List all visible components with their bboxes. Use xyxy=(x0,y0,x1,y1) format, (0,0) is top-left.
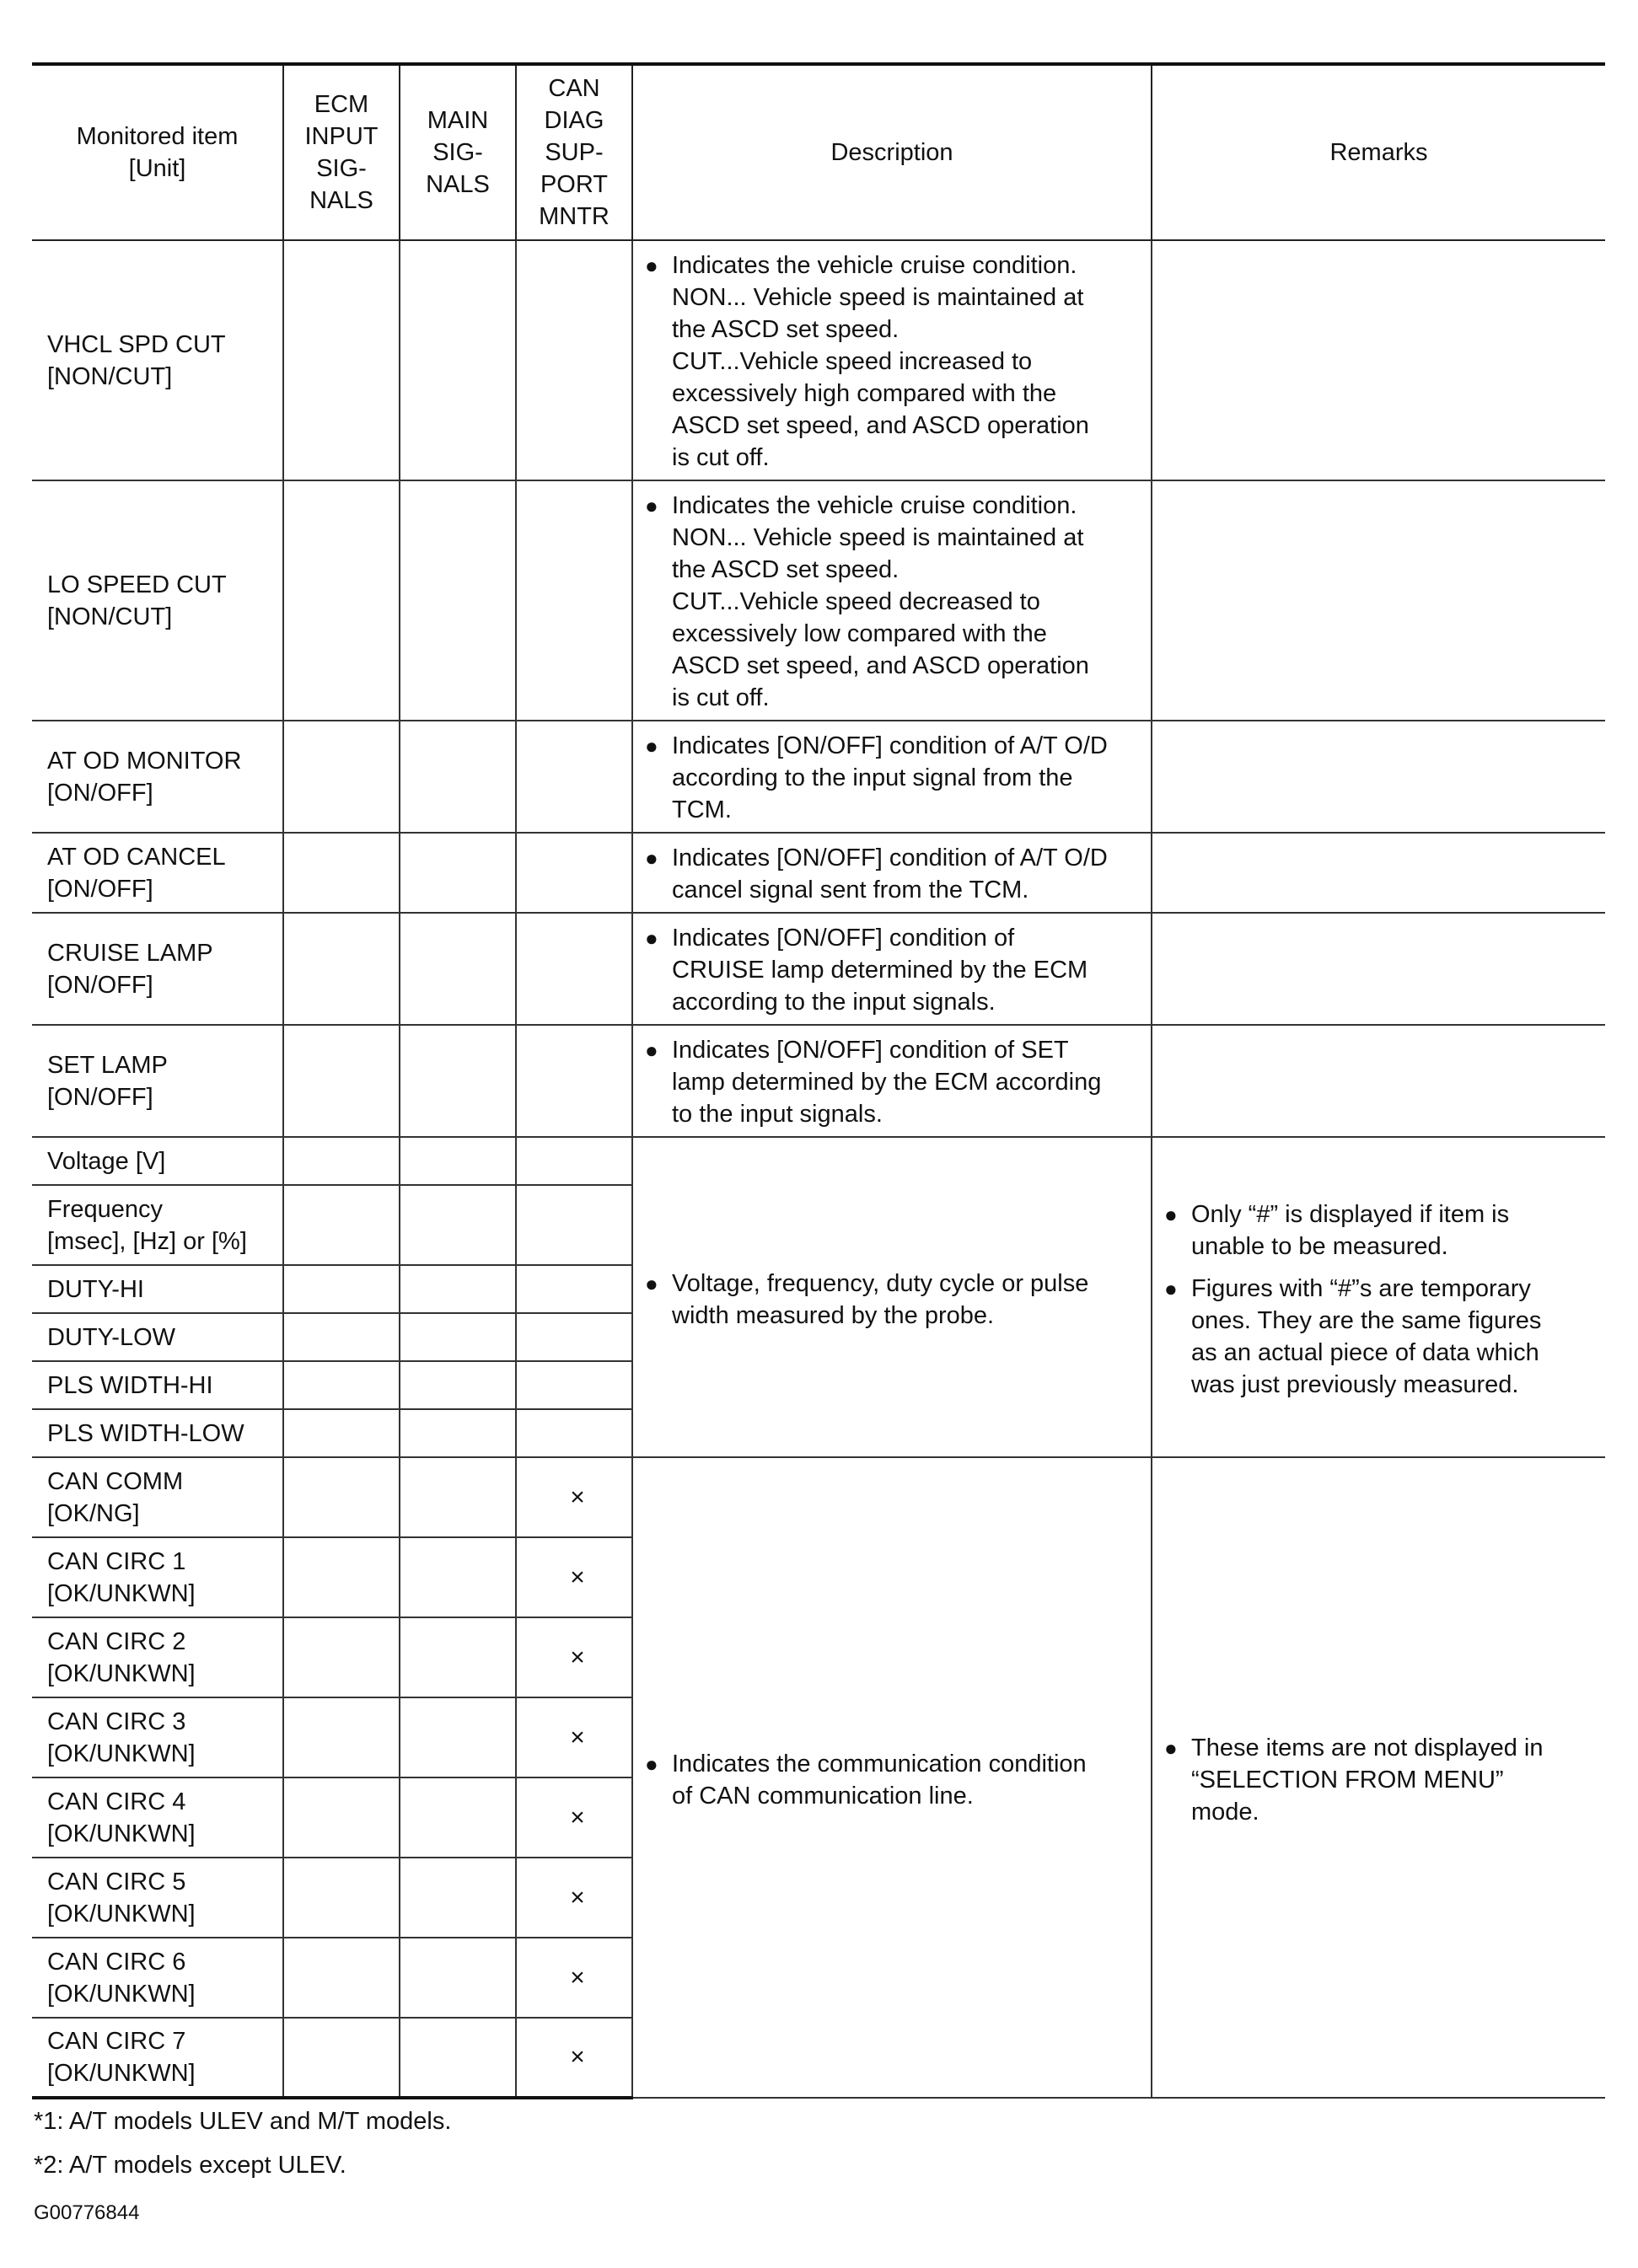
header-row xyxy=(32,64,1605,240)
main-signals-cell xyxy=(400,1313,516,1361)
can-diag-cell xyxy=(516,240,632,480)
monitored-item-cell: CAN CIRC 3 [OK/UNKWN] xyxy=(32,1697,283,1777)
main-signals-cell xyxy=(400,480,516,721)
main-signals-cell xyxy=(400,1537,516,1617)
monitored-item-cell: Voltage [V] xyxy=(32,1137,283,1185)
footnote-2: *2: A/T models except ULEV. xyxy=(34,2152,346,2179)
main-signals-cell xyxy=(400,833,516,913)
monitored-item-cell: CAN CIRC 4 [OK/UNKWN] xyxy=(32,1777,283,1858)
ecm-input-cell xyxy=(283,1697,400,1777)
bullet-icon: ● xyxy=(645,253,658,278)
monitored-item-cell: CAN COMM [OK/NG] xyxy=(32,1457,283,1537)
can-diag-mark: × xyxy=(516,1697,632,1777)
bullet-icon: ● xyxy=(1164,1276,1178,1301)
remarks-cell xyxy=(1152,1025,1605,1137)
main-signals-cell xyxy=(400,1265,516,1313)
ecm-input-cell xyxy=(283,1185,400,1265)
ecm-input-cell xyxy=(283,240,400,480)
can-diag-mark: × xyxy=(516,1777,632,1858)
header-can-diag-support-monitor: CAN DIAG SUP- PORT MNTR xyxy=(516,64,632,240)
bullet-icon: ● xyxy=(645,1037,658,1063)
table-row xyxy=(32,1457,1605,1537)
bullet-icon: ● xyxy=(645,1271,658,1296)
footnote-1: *1: A/T models ULEV and M/T models. xyxy=(34,2108,452,2135)
main-signals-cell xyxy=(400,721,516,833)
main-signals-cell xyxy=(400,913,516,1025)
monitored-item-cell: CAN CIRC 1 [OK/UNKWN] xyxy=(32,1537,283,1617)
bullet-icon: ● xyxy=(1164,1735,1178,1761)
ecm-input-cell xyxy=(283,1137,400,1185)
description-cell: ● Indicates the vehicle cruise condition. NON... Vehicle speed is maintained at the ASCD set speed. CUT...Vehicle speed increased to excessively high compared with the ASCD set speed, and ASCD operation is cut off. xyxy=(632,240,1152,480)
table-row xyxy=(32,833,1605,913)
description-cell: ● Indicates [ON/OFF] condition of A/T O/D according to the input signal from the TCM. xyxy=(632,721,1152,833)
remarks-cell xyxy=(1152,240,1605,480)
can-diag-mark: × xyxy=(516,2018,632,2098)
monitored-item-cell: CAN CIRC 6 [OK/UNKWN] xyxy=(32,1938,283,2018)
can-remarks-cell: ● These items are not displayed in “SELECTION FROM MENU” mode. xyxy=(1152,1457,1605,2098)
ecm-input-cell xyxy=(283,1265,400,1313)
bullet-icon: ● xyxy=(645,733,658,759)
can-diag-cell xyxy=(516,1185,632,1265)
can-diag-mark: × xyxy=(516,1858,632,1938)
monitored-item-cell: DUTY-HI xyxy=(32,1265,283,1313)
header-remarks: Remarks xyxy=(1152,64,1605,240)
main-signals-cell xyxy=(400,240,516,480)
main-signals-cell xyxy=(400,1617,516,1697)
table-row xyxy=(32,480,1605,721)
main-signals-cell xyxy=(400,1938,516,2018)
monitored-item-cell: Frequency [msec], [Hz] or [%] xyxy=(32,1185,283,1265)
can-diag-mark: × xyxy=(516,1457,632,1537)
can-diag-cell xyxy=(516,913,632,1025)
ecm-input-cell xyxy=(283,833,400,913)
monitored-items-table xyxy=(32,62,1605,2099)
can-description-cell: ● Indicates the communication condition of CAN communication line. xyxy=(632,1457,1152,2098)
can-diag-mark: × xyxy=(516,1938,632,2018)
remarks-cell xyxy=(1152,913,1605,1025)
monitored-item-cell: VHCL SPD CUT [NON/CUT] xyxy=(32,240,283,480)
can-diag-cell xyxy=(516,833,632,913)
probe-remarks-cell: ● Only “#” is displayed if item is unable to be measured. ● Figures with “#”s are temporary ones. They are the same figures as an actual piece of data which was just previously measured. xyxy=(1152,1137,1605,1457)
description-cell: ● Indicates the vehicle cruise condition. NON... Vehicle speed is maintained at the ASCD set speed. CUT...Vehicle speed decreased to excessively low compared with the ASCD set speed, and ASCD operation is cut off. xyxy=(632,480,1152,721)
table-row xyxy=(32,721,1605,833)
bullet-icon: ● xyxy=(645,493,658,518)
monitored-item-cell: CRUISE LAMP [ON/OFF] xyxy=(32,913,283,1025)
can-diag-cell xyxy=(516,1137,632,1185)
remarks-cell xyxy=(1152,721,1605,833)
bullet-icon: ● xyxy=(1164,1202,1178,1227)
footnotes xyxy=(34,2105,451,2193)
table-row xyxy=(32,1137,1605,1185)
ecm-input-cell xyxy=(283,721,400,833)
monitored-item-cell: AT OD MONITOR [ON/OFF] xyxy=(32,721,283,833)
description-cell: ● Indicates [ON/OFF] condition of SET lamp determined by the ECM according to the input signals. xyxy=(632,1025,1152,1137)
monitored-item-cell: PLS WIDTH-LOW xyxy=(32,1409,283,1457)
can-diag-cell xyxy=(516,1313,632,1361)
ecm-input-cell xyxy=(283,1858,400,1938)
can-diag-cell xyxy=(516,1361,632,1409)
ecm-input-cell xyxy=(283,1313,400,1361)
can-diag-cell xyxy=(516,721,632,833)
main-signals-cell xyxy=(400,1409,516,1457)
header-ecm-input-signals: ECM INPUT SIG- NALS xyxy=(283,64,400,240)
ecm-input-cell xyxy=(283,1457,400,1537)
monitored-item-cell: CAN CIRC 2 [OK/UNKWN] xyxy=(32,1617,283,1697)
ecm-input-cell xyxy=(283,480,400,721)
table-row xyxy=(32,913,1605,1025)
bullet-icon: ● xyxy=(645,925,658,951)
main-signals-cell xyxy=(400,1361,516,1409)
description-cell: ● Indicates [ON/OFF] condition of A/T O/D cancel signal sent from the TCM. xyxy=(632,833,1152,913)
main-signals-cell xyxy=(400,1858,516,1938)
can-diag-cell xyxy=(516,1265,632,1313)
main-signals-cell xyxy=(400,2018,516,2098)
table-row xyxy=(32,240,1605,480)
can-diag-mark: × xyxy=(516,1537,632,1617)
can-diag-cell xyxy=(516,1409,632,1457)
monitored-item-cell: CAN CIRC 5 [OK/UNKWN] xyxy=(32,1858,283,1938)
main-signals-cell xyxy=(400,1457,516,1537)
ecm-input-cell xyxy=(283,1025,400,1137)
main-signals-cell xyxy=(400,1137,516,1185)
monitored-item-cell: LO SPEED CUT [NON/CUT] xyxy=(32,480,283,721)
header-description: Description xyxy=(632,64,1152,240)
bullet-icon: ● xyxy=(645,1751,658,1777)
can-diag-cell xyxy=(516,1025,632,1137)
ecm-input-cell xyxy=(283,913,400,1025)
ecm-input-cell xyxy=(283,1537,400,1617)
ecm-input-cell xyxy=(283,1777,400,1858)
can-diag-mark: × xyxy=(516,1617,632,1697)
monitored-item-cell: CAN CIRC 7 [OK/UNKWN] xyxy=(32,2018,283,2098)
table-row xyxy=(32,1025,1605,1137)
can-diag-cell xyxy=(516,480,632,721)
probe-description-cell: ● Voltage, frequency, duty cycle or pulse width measured by the probe. xyxy=(632,1137,1152,1457)
bullet-icon: ● xyxy=(645,845,658,871)
figure-id: G00776844 xyxy=(34,2201,140,2224)
main-signals-cell xyxy=(400,1697,516,1777)
main-signals-cell xyxy=(400,1185,516,1265)
remarks-cell xyxy=(1152,833,1605,913)
remarks-cell xyxy=(1152,480,1605,721)
monitored-item-cell: SET LAMP [ON/OFF] xyxy=(32,1025,283,1137)
monitored-item-cell: AT OD CANCEL [ON/OFF] xyxy=(32,833,283,913)
ecm-input-cell xyxy=(283,2018,400,2098)
header-monitored-item: Monitored item [Unit] xyxy=(32,64,283,240)
header-main-signals: MAIN SIG- NALS xyxy=(400,64,516,240)
main-signals-cell xyxy=(400,1025,516,1137)
ecm-input-cell xyxy=(283,1938,400,2018)
monitor-table-sheet xyxy=(32,62,1605,2099)
ecm-input-cell xyxy=(283,1409,400,1457)
main-signals-cell xyxy=(400,1777,516,1858)
description-cell: ● Indicates [ON/OFF] condition of CRUISE lamp determined by the ECM according to the input signals. xyxy=(632,913,1152,1025)
monitored-item-cell: PLS WIDTH-HI xyxy=(32,1361,283,1409)
ecm-input-cell xyxy=(283,1361,400,1409)
monitored-item-cell: DUTY-LOW xyxy=(32,1313,283,1361)
ecm-input-cell xyxy=(283,1617,400,1697)
